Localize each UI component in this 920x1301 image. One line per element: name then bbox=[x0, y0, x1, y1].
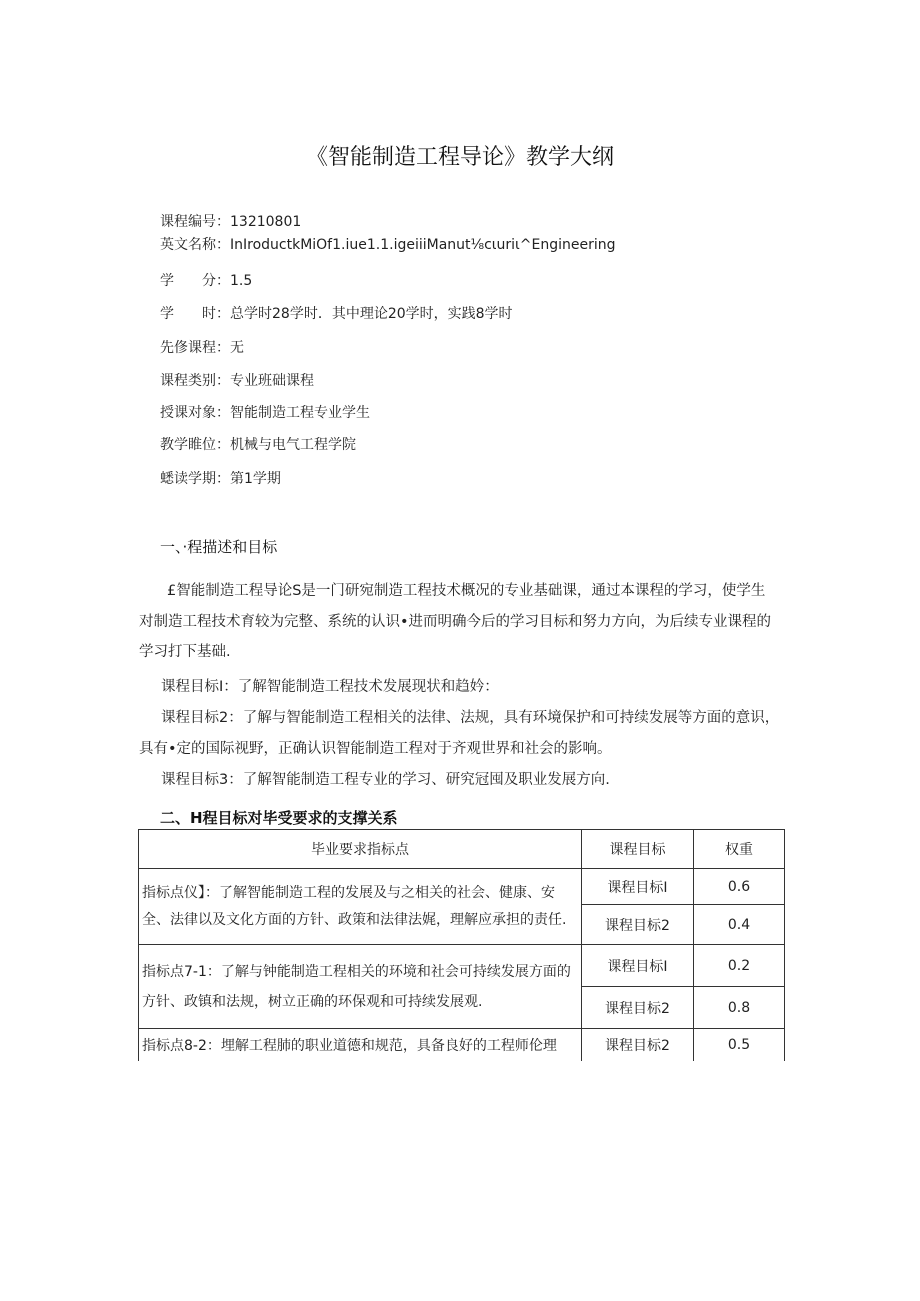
description-line: 对制造工程技术育较为完整、系统的认识•进而明确今后的学习目标和努力方向，为后续专业课程的 bbox=[139, 614, 772, 630]
goal-3: 课程目标3：了解智能制造工程专业的学习、研究冠囤及职业发展方向. bbox=[161, 772, 610, 788]
goal-2: 课程目标2：了解与智能制造工程相关的法律、法规，具有环境保护和可持续发展等方面的意识， bbox=[161, 710, 780, 726]
english-name: 英文名称：InIroductkMiOf1.iue1.1.igeiiiManut⅛cιuriι^Engineering bbox=[160, 237, 616, 253]
course-code: 课程编号：13210801 bbox=[160, 214, 302, 230]
weight-cell: 0.8 bbox=[694, 987, 785, 1029]
header-indicator: 毕业要求指标点 bbox=[139, 830, 582, 869]
goal-cell: 课程目标I bbox=[582, 869, 694, 905]
goal-1: 课程目标I：了解智能制造工程技术发展现状和趋妗： bbox=[161, 679, 499, 695]
goal-cell: 课程目标2 bbox=[582, 905, 694, 945]
header-weight: 权重 bbox=[694, 830, 785, 869]
description-line: £智能制造工程导论S是一门研宛制造工程技术概况的专业基础课，通过本课程的学习，使学生 bbox=[167, 583, 766, 599]
goal-cell: 课程目标2 bbox=[582, 1029, 694, 1061]
prerequisites: 先俢课程：无 bbox=[160, 340, 244, 356]
header-goal: 课程目标 bbox=[582, 830, 694, 869]
goal-cell: 课程目标2 bbox=[582, 987, 694, 1029]
audience: 授课对象：智能制造工程专业学生 bbox=[160, 405, 370, 421]
department: 教学睢位：机械与电气工程学院 bbox=[160, 437, 356, 453]
support-table bbox=[138, 829, 785, 1061]
hours: 学 时：总学时28学时．其中理论20学时，实践8学时 bbox=[160, 306, 513, 322]
semester: 蟋读学期：第1学期 bbox=[160, 471, 281, 487]
weight-cell: 0.4 bbox=[694, 905, 785, 945]
indicator-cell: 指标点7-1：了解与钟能制造工程相关的环境和社会可持续发展方面的方针、政镇和法规，树立正确的环保观和可持续发展观. bbox=[139, 945, 582, 1029]
goal-2-cont: 具有•定的国际视野，正确认识智能制造工程对于齐观世界和社会的影响。 bbox=[139, 741, 612, 757]
section2-heading: 二、H程目标对毕受要求的支撑关系 bbox=[160, 809, 398, 827]
credits: 学 分：1.5 bbox=[160, 273, 253, 289]
document-title: 《智能制造工程导论》教学大纲 bbox=[305, 145, 614, 170]
section1-heading: 一、·程描述和目标 bbox=[160, 538, 278, 556]
weight-cell: 0.2 bbox=[694, 945, 785, 987]
course-category: 课程类别：专业班础课程 bbox=[160, 373, 314, 389]
indicator-cell: 指标点8-2：埋解工程肺的职业道德和规范，具备良好的工程师伦理 bbox=[139, 1029, 582, 1061]
goal-cell: 课程目标I bbox=[582, 945, 694, 987]
description-line: 学习打下基础. bbox=[139, 644, 231, 660]
weight-cell: 0.5 bbox=[694, 1029, 785, 1061]
weight-cell: 0.6 bbox=[694, 869, 785, 905]
indicator-cell: 指标点仪】：了解智能制造工程的发展及与之相关的社会、健康、安全、法律以及文化方面的方针、政策和法律法娓，理解应承担的责任. bbox=[139, 869, 582, 945]
